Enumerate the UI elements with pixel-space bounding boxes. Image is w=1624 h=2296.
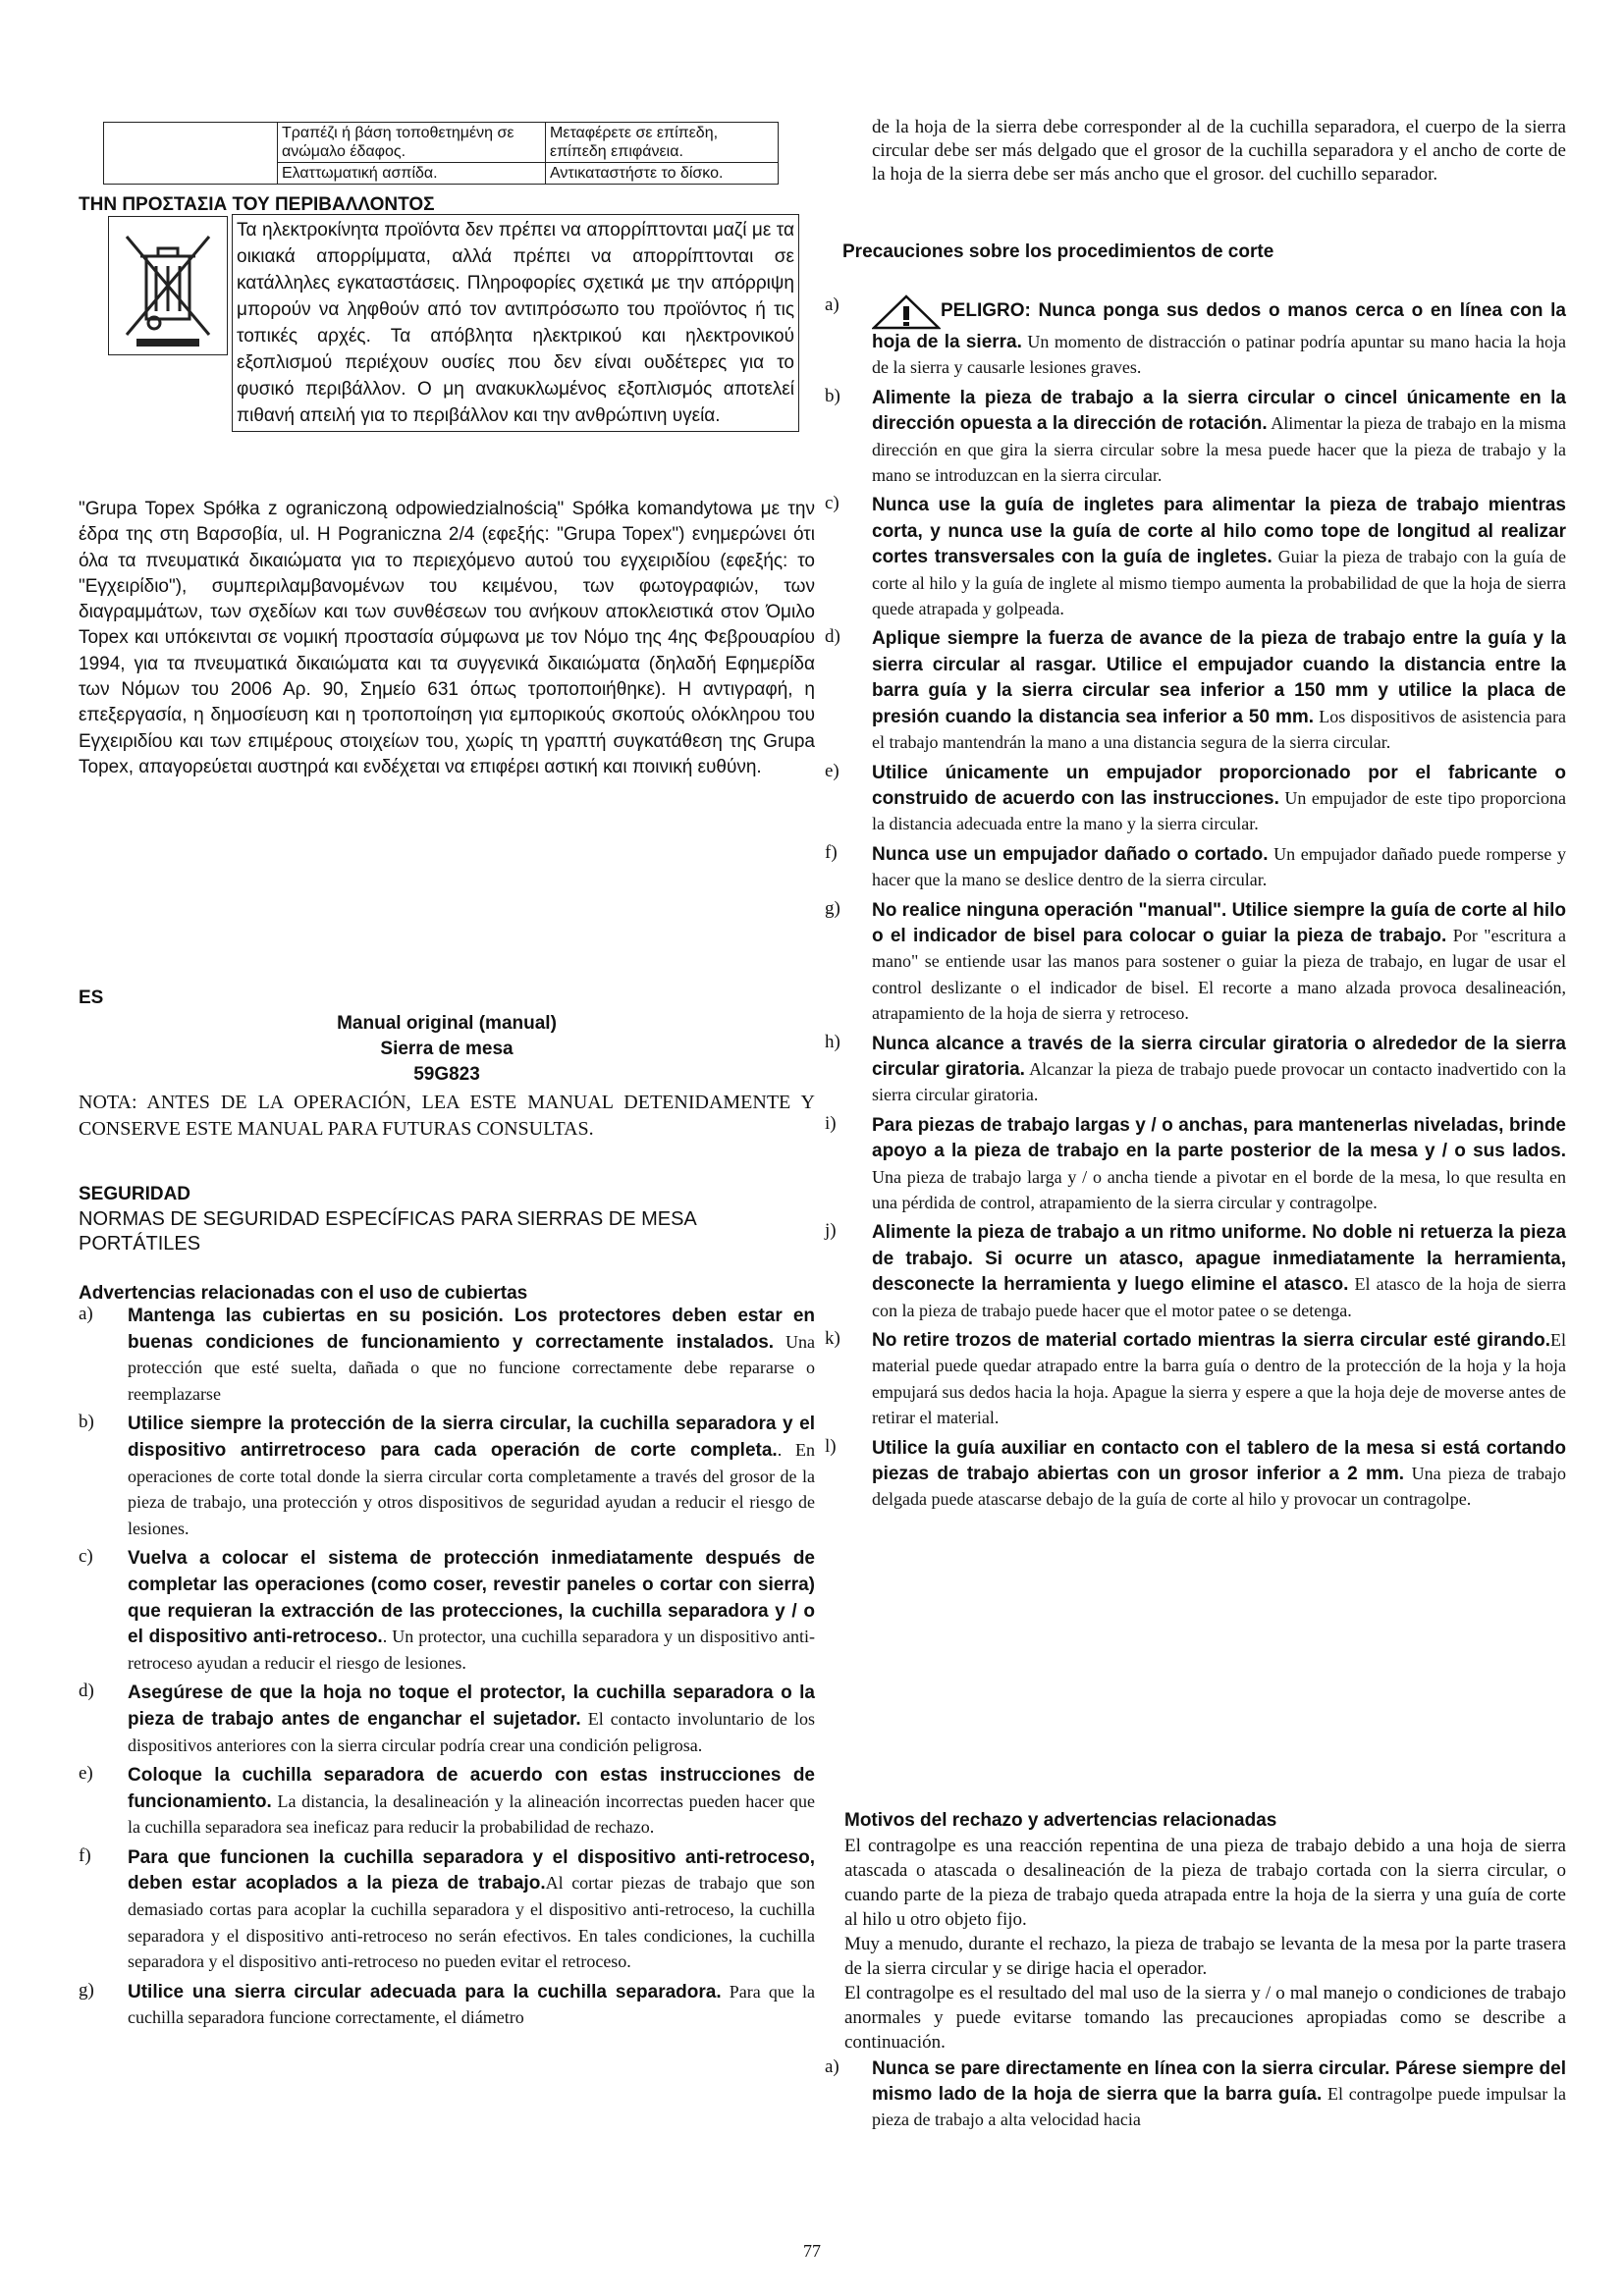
item-letter: a) — [825, 2056, 839, 2077]
item-letter: e) — [825, 760, 839, 781]
page-number: 77 — [803, 2241, 821, 2261]
env-heading: ΤΗΝ ΠΡΟΣΤΑΣΙΑ ΤΟΥ ΠΕΡΙΒΑΛΛΟΝΤΟΣ — [79, 194, 435, 215]
list-item — [79, 1763, 815, 1842]
item-letter: a) — [79, 1304, 93, 1324]
weee-bin-icon — [108, 216, 228, 355]
right-top-para: de la hoja de la sierra debe corresponder al de la cuchilla separadora, el cuerpo de la sierra circular debe ser más delgado que el grosor de la cuchilla separadora y el ancho de corte de la hoja de la sierra debe ser más ancho que el grosor. del cuchillo separador. — [872, 117, 1566, 185]
list-item — [79, 1304, 815, 1408]
rechazo-paragraph: Muy a menudo, durante el rechazo, la pieza de trabajo se levanta de la mesa por la parte trasera de la sierra circular y se dirige hacia el operador. — [844, 1934, 1566, 1979]
item-bold-text: No realice ninguna operación "manual". Utilice siempre la guía de corte al hilo o el indicador de bisel para colocar o guiar la pieza de trabajo. — [872, 899, 1566, 946]
rechazo-paragraph: El contragolpe es una reacción repentina de una pieza de trabajo debido a una hoja de sierra atascada o atascada o desalineación de la pieza de trabajo cortada con la sierra circular, o cuando parte de la pieza de trabajo queda atrapada entre la hoja de la sierra y una guía de corte al hilo u otro objeto fijo. — [844, 1836, 1566, 1930]
manual-title: Manual original (manual) — [337, 1013, 557, 1034]
list-item — [825, 1436, 1566, 1514]
list-item — [79, 1845, 815, 1976]
item-text: Alimentar la pieza de trabajo en la misma dirección en que gira la sierra circular sobre la mesa puede hacer que la pieza de trabajo y la mano se introduzcan en la sierra circular. — [872, 413, 1566, 486]
copyright-block: "Grupa Topex Spółka z ograniczoną odpowiedzialnością" Spółka komandytowa με την έδρα της στη Βαρσοβία, ul. Η Pograniczna 2/4 (εφεξής: "Grupa Topex") ενημερώνει ότι όλα τα πνευματικά δικαιώματα για το περιεχόμενο αυτού του εγχειριδίου (εφεξής: το "Εγχειρίδιο"), συμπεριλαμβανομένων του κειμένου, των φωτογραφιών, των διαγραμμάτων, των σχεδίων και των συνθέσεων του ανήκουν αποκλειστικά στον Όμιλο Topex και υπόκεινται σε νομική προστασία σύμφωνα με τον Νόμο της 4ης Φεβρουαρίου 1994, για τα πνευματικά δικαιώματα και τα συγγενικά δικαιώματα (δηλαδή Εφημερίδα των Νόμων του 2006 Αρ. 90, Σημείο 631 όπως τροποποιήθηκε). Η αντιγραφή, η επεξεργασία, η δημοσίευση και η τροποποίηση για εμπορικούς σκοπούς ολόκληρου του Εγχειριδίου και των επιμέρους στοιχείων του, χωρίς τη γραπτή συγκατάθεση της Grupa Topex, απαγορεύεται αυστηρά και ενδέχεται να επιφέρει αστική και ποινική ευθύνη. — [79, 499, 815, 777]
list-item — [825, 761, 1566, 838]
item-bold-text: Utilice siempre la protección de la sierra circular, la cuchilla separadora y el dispositivo antirretroceso para cada operación de corte completa. — [128, 1414, 815, 1461]
item-bold-text: Nunca use un empujador dañado o cortado. — [872, 843, 1269, 865]
list-item — [825, 1032, 1566, 1109]
item-text: Guiar la pieza de trabajo con la guía de corte al hilo y la guía de inglete al mismo tiempo aumenta la probabilidad de que la hoja de sierra quede atrapada y golpeada. — [872, 547, 1566, 619]
list-item — [825, 493, 1566, 622]
item-bold-text: Utilice una sierra circular adecuada para la cuchilla separadora. — [128, 1981, 722, 2002]
item-bold-text: Nunca se pare directamente en línea con la sierra circular. Párese siempre del mismo lado de la hoja de sierra que la barra guía. — [872, 2058, 1566, 2105]
es-title-block — [79, 1011, 815, 1088]
right-warning-list — [825, 294, 1566, 1518]
item-text: Una protección que esté suelta, dañada o que no funcione correctamente debe repararse o reemplazarse — [128, 1331, 815, 1404]
item-letter: i) — [825, 1112, 837, 1134]
item-bold-text: Para que funcionen la cuchilla separadora y el dispositivo anti-retroceso, deben estar acoplados a la pieza de trabajo. — [128, 1846, 815, 1895]
product-name: Sierra de mesa — [380, 1039, 514, 1059]
table-cell: Τραπέζι ή βάση τοποθετημένη σε ανώμαλο έδαφος. — [278, 123, 546, 163]
item-bold-text: No retire trozos de material cortado mientras la sierra circular esté girando. — [872, 1330, 1550, 1352]
list-item — [825, 1328, 1566, 1432]
item-letter: g) — [79, 1979, 94, 2001]
item-letter: f) — [825, 841, 838, 863]
item-bold-text: Vuelva a colocar el sistema de protección inmediatamente después de completar las operaciones (como coser, revestir paneles o cortar con sierra) que requieran la extracción de las protecciones, la cuchilla separadora y / o el dispositivo anti-retroceso. — [128, 1548, 815, 1648]
list-item — [825, 626, 1566, 756]
item-text: Una pieza de trabajo larga y / o ancha tiende a pivotar en el borde de la mesa, lo que resulta en una pérdida de control, atrapamiento de la sierra circular y contragolpe. — [872, 1166, 1566, 1212]
item-letter: h) — [825, 1031, 840, 1052]
rechazo-heading: Motivos del rechazo y advertencias relacionadas — [844, 1810, 1277, 1831]
item-letter: b) — [825, 385, 840, 406]
item-bold-text: Coloque la cuchilla separadora de acuerdo con estas instrucciones de funcionamiento. — [128, 1765, 815, 1812]
nota-block: NOTA: ANTES DE LA OPERACIÓN, LEA ESTE MANUAL DETENIDAMENTE Y CONSERVE ESTE MANUAL PARA FUTURAS CONSULTAS. — [79, 1092, 815, 1140]
precauciones-heading: Precauciones sobre los procedimientos de corte — [842, 241, 1274, 262]
item-text: Un momento de distracción o patinar podría apuntar su mano hacia la hoja de la sierra y causarle lesiones graves. — [872, 332, 1566, 378]
seguridad-heading: SEGURIDAD — [79, 1184, 191, 1204]
list-item — [79, 1980, 815, 2032]
es-lang-tag: ES — [79, 988, 104, 1008]
table-cell: Αντικαταστήστε το δίσκο. — [546, 163, 779, 185]
list-item — [825, 842, 1566, 894]
item-letter: c) — [79, 1546, 93, 1568]
item-bold-text: PELIGRO: Nunca ponga sus dedos o manos cerca o en línea con la hoja de la sierra. — [872, 300, 1566, 352]
item-text: Por "escritura a mano" se entiende usar las manos para sostener o guiar la pieza de trabajo, en lugar de usar el control deslizante o el indicador de bisel. El recorte a mano alzada provoca desalineación, atrapamiento de la hoja de sierra y retroceso. — [872, 925, 1566, 1024]
list-item — [825, 1220, 1566, 1324]
list-item — [825, 294, 1566, 382]
item-letter: f) — [79, 1844, 91, 1866]
item-text: Al cortar piezas de trabajo que son demasiado cortas para acoplar la cuchilla separadora y el dispositivo anti-retroceso, la cuchilla separadora y el dispositivo anti-retroceso no serán efectivos. En tales condiciones, la cuchilla separadora y el dispositivo anti-retroceso no pueden evitar el retroceso. — [128, 1873, 815, 1972]
list-item — [825, 386, 1566, 490]
item-text: El material puede quedar atrapado entre la barra guía o dentro de la protección de la hoja y la hoja empujará sus dedos hacia la hoja. Apague la sierra y espere a que la hoja deje de moverse antes de retirar el material. — [872, 1330, 1566, 1428]
item-bold-text: Mantenga las cubiertas en su posición. Los protectores deben estar en buenas condiciones de funcionamiento y correctamente instalados. — [128, 1306, 815, 1353]
item-letter: j) — [825, 1220, 837, 1242]
rechazo-block — [825, 1808, 1566, 2133]
item-bold-text: Asegúrese de que la hoja no toque el protector, la cuchilla separadora o la pieza de trabajo antes de enganchar el sujetador. — [128, 1682, 815, 1730]
item-bold-text: Utilice únicamente un empujador proporcionado por el fabricante o construido de acuerdo con las instrucciones. — [872, 762, 1566, 809]
left-warning-list — [79, 1304, 815, 2036]
table-cell: Ελαττωματική ασπίδα. — [278, 163, 546, 185]
table-cell: Μεταφέρετε σε επίπεδη, επίπεδη επιφάνεια. — [546, 123, 779, 163]
item-letter: d) — [825, 626, 840, 648]
list-item — [825, 2056, 1566, 2133]
item-bold-text: Utilice la guía auxiliar en contacto con el tablero de la mesa si está cortando piezas de trabajo abiertas con un grosor inferior a 2 mm. — [872, 1437, 1566, 1485]
item-letter: l) — [825, 1435, 837, 1457]
item-text: Para que la cuchilla separadora funcione correctamente, el diámetro — [128, 1981, 815, 2028]
item-bold-text: Nunca use la guía de ingletes para alimentar la pieza de trabajo mientras corta, y nunca use la guía de corte al hilo como tope de longitud al realizar cortes transversales con la guía de ingletes. — [872, 495, 1566, 568]
warning-triangle-icon — [872, 294, 941, 330]
item-text: Un empujador de este tipo proporciona la distancia adecuada entre la mano y la sierra circular. — [872, 787, 1566, 834]
item-bold-text: Nunca alcance a través de la sierra circular giratoria o alrededor de la sierra circular giratoria. — [872, 1033, 1566, 1080]
item-text: El contragolpe puede impulsar la pieza de trabajo a alta velocidad hacia — [872, 2084, 1566, 2129]
model-number: 59G823 — [413, 1064, 480, 1085]
item-letter: b) — [79, 1412, 94, 1433]
cubiertas-heading: Advertencias relacionadas con el uso de cubiertas — [79, 1283, 528, 1304]
troubleshooting-table — [103, 122, 779, 185]
item-letter: e) — [79, 1763, 93, 1785]
item-text: . Un protector, una cuchilla separadora y un dispositivo anti-retroceso ayudan a reducir el riesgo de lesiones. — [128, 1627, 815, 1673]
item-text: . En operaciones de corte total donde la sierra circular corta completamente a través del grosor de la pieza de trabajo, una protección y otros dispositivos de seguridad ayudan a reducir el riesgo de lesiones. — [128, 1439, 816, 1538]
env-text: Τα ηλεκτροκίνητα προϊόντα δεν πρέπει να απορρίπτονται μαζί με τα οικιακά απορρίμματα, αλλά πρέπει να απορρίπτονται σε κατάλληλες εγκαταστάσεις. Πληροφορίες σχετικά με την απόρριψη μπορούν να ληφθούν από τον αντιπρόσωπο του προϊόντος ή τις τοπικές αρχές. Τα απόβλητα ηλεκτρικού και ηλεκτρονικού εξοπλισμού περιέχουν ουσίες που δεν είναι ουδέτερες για το φυσικό περιβάλλον. Ο μη ανακυκλωμένος εξοπλισμός αποτελεί πιθανή απειλή για το περιβάλλον και την ανθρώπινη υγεία. — [232, 214, 799, 432]
list-item — [79, 1546, 815, 1677]
item-text: El contacto involuntario de los dispositivos anteriores con la sierra circular podría crear una condición peligrosa. — [128, 1708, 816, 1755]
table-cell-empty — [104, 123, 278, 185]
item-bold-text: Para piezas de trabajo largas y / o anchas, para mantenerlas niveladas, brinde apoyo a la pieza de trabajo en la parte posterior de la mesa y / o sus lados. — [872, 1114, 1566, 1162]
item-letter: a) — [825, 294, 839, 315]
normas-heading: NORMAS DE SEGURIDAD ESPECÍFICAS PARA SIERRAS DE MESA PORTÁTILES — [79, 1208, 696, 1255]
item-letter: g) — [825, 897, 840, 919]
item-bold-text: Aplique siempre la fuerza de avance de la pieza de trabajo entre la guía y la sierra circular al rasgar. Utilice el empujador cuando la distancia entre la barra guía y la sierra circular sea inferior a 150 mm y utilice la placa de presión cuando la distancia sea inferior a 50 mm. — [872, 628, 1566, 727]
item-text: La distancia, la desalineación y la alineación incorrectas pueden hacer que la cuchilla separadora sea ineficaz para reducir la probabilidad de rechazo. — [128, 1790, 815, 1838]
item-bold-text: Alimente la pieza de trabajo a un ritmo uniforme. No doble ni retuerza la pieza de trabajo. Si ocurre un atasco, apague inmediatamente la herramienta, desconecte la herramienta y luego elimine el atasco. — [872, 1222, 1566, 1296]
item-text: Un empujador dañado puede romperse y hacer que la mano se deslice dentro de la sierra circular. — [872, 843, 1566, 890]
list-item — [79, 1681, 815, 1759]
list-item — [79, 1412, 815, 1542]
rechazo-paragraph: El contragolpe es el resultado del mal uso de la sierra y / o mal manejo o condiciones de trabajo anormales y puede evitarse tomando las precauciones apropiadas como se describe a continuación. — [844, 1983, 1566, 2053]
item-letter: c) — [825, 493, 839, 514]
item-text: Alcanzar la pieza de trabajo puede provocar un contacto inadvertido con la sierra circular giratoria. — [872, 1058, 1566, 1105]
item-letter: d) — [79, 1681, 94, 1702]
list-item — [825, 898, 1566, 1028]
item-text: Los dispositivos de asistencia para el trabajo mantendrán la mano a una distancia segura de la sierra circular. — [872, 706, 1567, 753]
list-item — [825, 1113, 1566, 1217]
item-text: El atasco de la hoja de sierra con la pieza de trabajo puede hacer que el motor patee o se detenga. — [872, 1274, 1567, 1320]
item-text: Una pieza de trabajo delgada puede atascarse debajo de la guía de corte al hilo y provocar un contragolpe. — [872, 1464, 1566, 1510]
item-bold-text: Alimente la pieza de trabajo a la sierra circular o cincel únicamente en la dirección opuesta a la dirección de rotación. — [872, 387, 1566, 435]
item-letter: k) — [825, 1328, 840, 1350]
